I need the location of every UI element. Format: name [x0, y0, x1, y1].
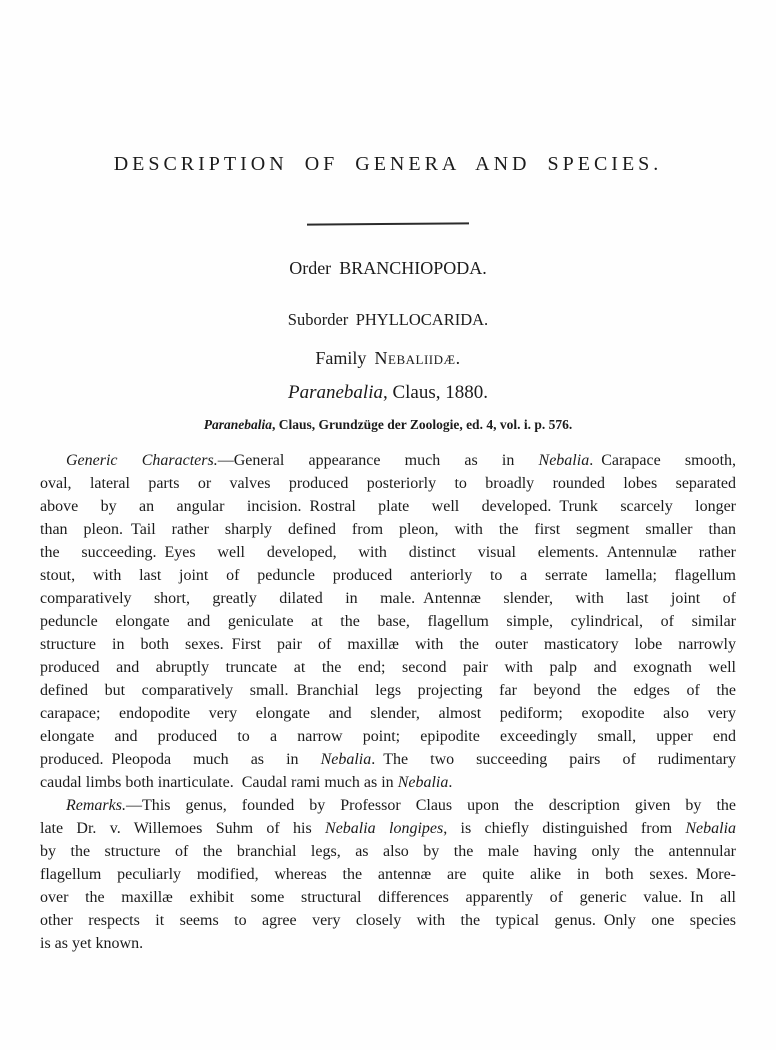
text-line: other respects it seems to agree very closely with the typical genus. Only one species: [40, 912, 736, 929]
text-line: oval, lateral parts or valves produced posteriorly to broadly rounded lobes separated: [40, 475, 736, 492]
title-divider-rule: [307, 222, 469, 225]
text-line: above by an angular incision. Rostral plate well developed. Trunk scarcely longer: [40, 498, 736, 515]
family-prefix-label: Family: [315, 348, 367, 368]
text-line: produced. Pleopoda much as in Nebalia. The two succeeding pairs of rudimentary: [40, 751, 737, 768]
text-line: the succeeding. Eyes well developed, with distinct visual elements. Antennulæ rather: [40, 544, 736, 561]
text-line: defined but comparatively small. Branchial legs projecting far beyond the edges of the: [40, 682, 736, 699]
text-line: by the structure of the branchial legs, as also by the male having only the antennular: [40, 843, 736, 860]
paragraph-remarks: [40, 794, 736, 955]
family-name-label: Nebaliidæ.: [374, 348, 461, 368]
paragraph-generic-characters: [40, 449, 736, 794]
text-line: is as yet known.: [40, 935, 144, 952]
text-line: peduncle elongate and geniculate at the base, flagellum simple, cylindrical, of similar: [40, 613, 736, 630]
genus-author-label: , Claus, 1880.: [382, 382, 489, 403]
suborder-heading: [0, 310, 776, 330]
order-name-label: BRANCHIOPODA.: [339, 258, 487, 278]
text-line: over the maxillæ exhibit some structural differences apparently of generic value. In all: [40, 889, 736, 906]
citation-line: [0, 417, 776, 433]
family-heading: [0, 348, 776, 369]
genus-heading: [0, 382, 776, 404]
text-line: elongate and produced to a narrow point; epipodite exceedingly small, upper end: [40, 728, 736, 745]
citation-genus-label: Paranebalia: [203, 417, 273, 432]
text-line: stout, with last joint of peduncle produced anteriorly to a serrate lamella; flagellum: [40, 567, 736, 584]
text-line: carapace; endopodite very elongate and slender, almost pediform; exopodite also very: [40, 705, 736, 722]
text-line: Remarks.—This genus, founded by Professor Claus upon the description given by the: [66, 797, 736, 814]
text-line: Generic Characters.—General appearance much as in Nebalia. Carapace smooth,: [66, 452, 737, 469]
order-prefix-label: Order: [289, 258, 332, 278]
text-line: caudal limbs both inarticulate. Caudal rami much as in Nebalia.: [40, 774, 453, 791]
page-title: DESCRIPTION OF GENERA AND SPECIES.: [113, 153, 663, 175]
text-line: produced and abruptly truncate at the end; second pair with palp and exognath well: [40, 659, 736, 676]
text-line: flagellum peculiarly modified, whereas the antennæ are quite alike in both sexes. More-: [40, 866, 736, 883]
text-line: structure in both sexes. First pair of maxillæ with the outer masticatory lobe narrowly: [40, 636, 736, 653]
body-text: [40, 449, 736, 955]
genus-name-label: Paranebalia: [287, 382, 383, 403]
order-heading: [0, 258, 776, 279]
text-line: comparatively short, greatly dilated in male. Antennæ slender, with last joint of: [40, 590, 736, 607]
suborder-prefix-label: Suborder: [287, 310, 349, 329]
text-line: than pleon. Tail rather sharply defined from pleon, with the first segment smaller than: [40, 521, 736, 538]
text-line: late Dr. v. Willemoes Suhm of his Nebalia longipes, is chiefly distinguished from Nebalia: [40, 820, 737, 837]
suborder-name-label: PHYLLOCARIDA.: [355, 310, 489, 329]
citation-reference-label: , Claus, Grundzüge der Zoologie, ed. 4, vol. i. p. 576.: [272, 417, 573, 432]
